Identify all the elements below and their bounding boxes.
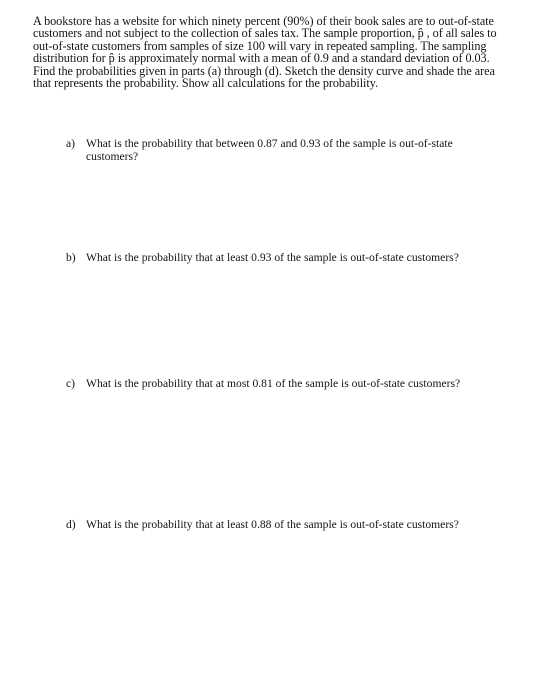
problem-line: Find the probabilities given in parts (a) through (d). Sketch the density curve and shade the area: [33, 63, 495, 78]
question-b: [66, 251, 506, 264]
question-text: What is the probability that between 0.87 and 0.93 of the sample is out-of-state: [86, 137, 453, 150]
problem-statement: [33, 15, 513, 89]
question-letter: a): [66, 137, 76, 150]
problem-line: that represents the probability. Show all calculations for the probability.: [33, 76, 378, 91]
problem-line: customers and not subject to the collection of sales tax. The sample proportion, p̂ , of all sales to: [33, 26, 497, 41]
question-letter: d): [66, 518, 76, 531]
question-text: What is the probability that at least 0.93 of the sample is out-of-state customers?: [86, 251, 459, 264]
question-letter: c): [66, 377, 76, 390]
problem-line: A bookstore has a website for which ninety percent (90%) of their book sales are to out-of-state: [33, 14, 494, 28]
question-text: What is the probability that at most 0.81 of the sample is out-of-state customers?: [86, 377, 461, 390]
problem-line: out-of-state customers from samples of size 100 will vary in repeated sampling. The sampling: [33, 38, 487, 53]
question-d: [66, 518, 506, 531]
problem-line: distribution for p̂ is approximately normal with a mean of 0.9 and a standard deviation of 0.03.: [33, 51, 490, 66]
question-text-continued: customers?: [86, 150, 139, 164]
question-text: What is the probability that at least 0.88 of the sample is out-of-state customers?: [86, 518, 459, 531]
question-a: [66, 137, 506, 164]
question-letter: b): [66, 251, 76, 264]
question-c: [66, 377, 506, 390]
